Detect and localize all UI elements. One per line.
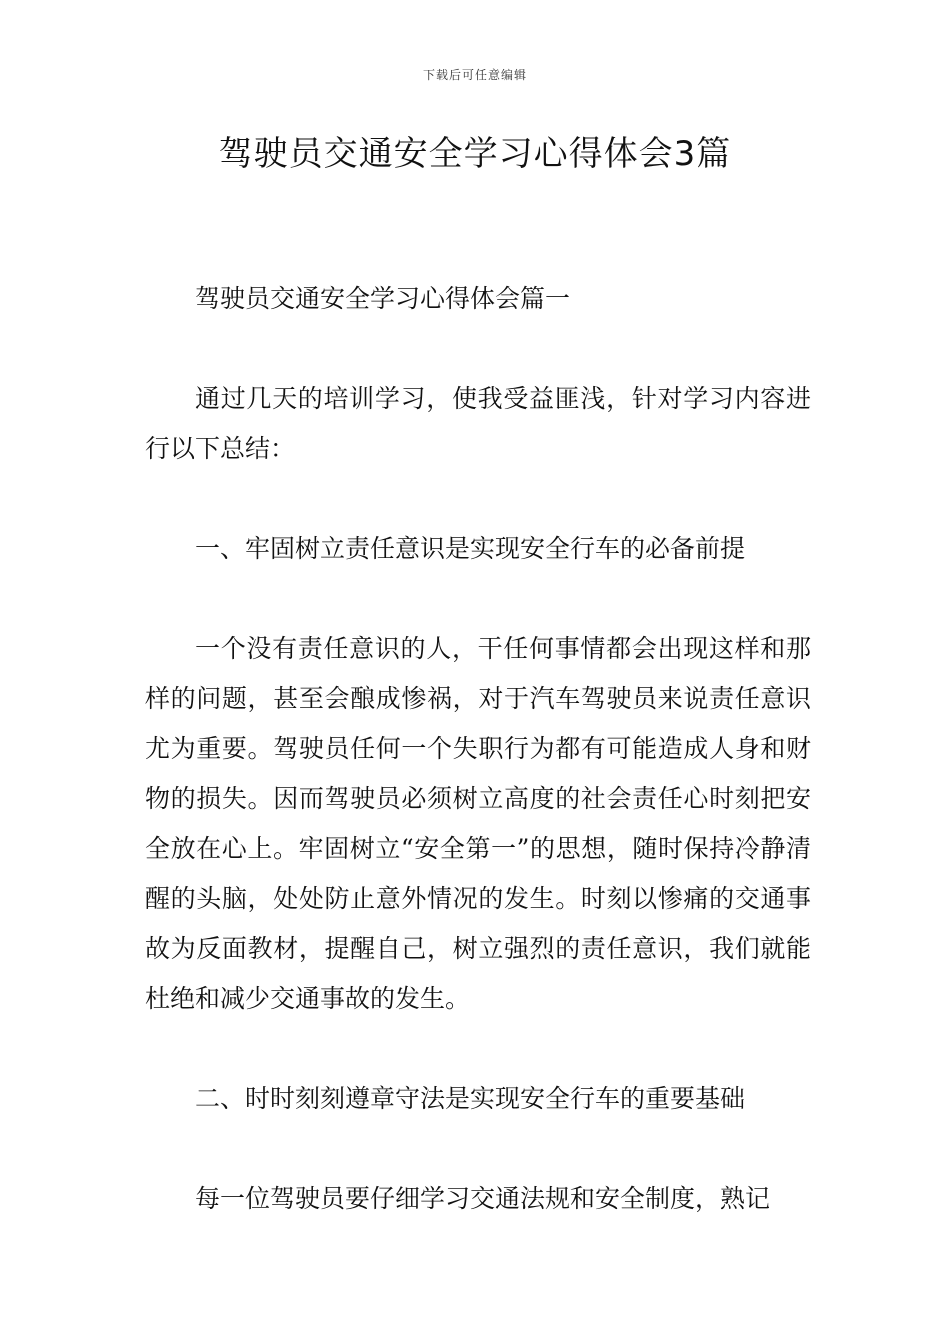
point-heading-two: 二、时时刻刻遵章守法是实现安全行车的重要基础 [195,1084,746,1113]
document-body [145,274,811,1224]
point-heading-one: 一、牢固树立责任意识是实现安全行车的必备前提 [195,534,746,563]
body-paragraph-two: 每一位驾驶员要仔细学习交通法规和安全制度，熟记 [195,1184,771,1213]
intro-paragraph: 通过几天的培训学习，使我受益匪浅，针对学习内容进行以下总结： [145,384,811,463]
document-title: 驾驶员交通安全学习心得体会3篇 [218,134,732,174]
body-paragraph-one: 一个没有责任意识的人，干任何事情都会出现这样和那样的问题，甚至会酿成惨祸，对于汽车驾驶员来说责任意识尤为重要。驾驶员任何一个失职行为都有可能造成人身和财物的损失。因而驾驶员必须树立高度的社会责任心时刻把安全放在心上。牢固树立“安全第一”的思想，随时保持冷静清醒的头脑，处处防止意外情况的发生。时刻以惨痛的交通事故为反面教材，提醒自己，树立强烈的责任意识，我们就能杜绝和减少交通事故的发生。 [145,634,811,1013]
section-heading-part-one: 驾驶员交通安全学习心得体会篇一 [195,284,571,313]
header-note: 下载后可任意编辑 [422,68,527,82]
